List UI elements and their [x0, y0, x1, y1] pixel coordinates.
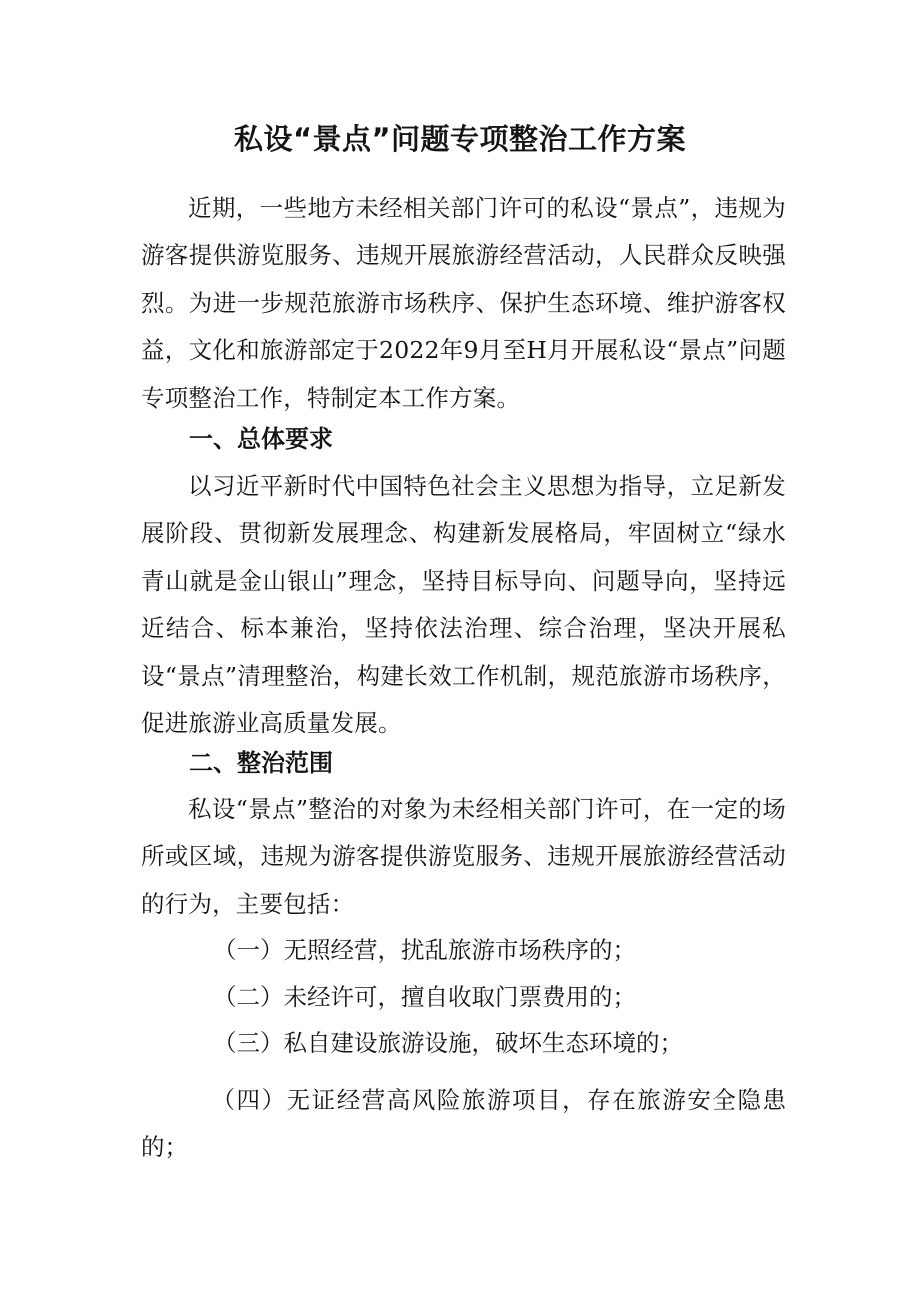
section-body-scope: 私设“景点”整治的对象为未经相关部门许可，在一定的场所或区域，违规为游客提供游览服务、违规开展旅游经营活动的行为，主要包括：: [141, 795, 786, 918]
intro-paragraph: 近期，一些地方未经相关部门许可的私设“景点”，违规为游客提供游览服务、违规开展旅游经营活动，人民群众反映强烈。为进一步规范旅游市场秩序、保护生态环境、维护游客权益，文化和旅游部定于2022年9月至H月开展私设“景点”问题专项整治工作，特制定本工作方案。: [141, 194, 786, 412]
section-heading-scope: 二、整治范围: [189, 749, 333, 777]
scope-item-1: （一）无照经营，扰乱旅游市场秩序的；: [213, 936, 636, 964]
scope-item-3: （三）私自建设旅游设施，破坏生态环境的；: [213, 1029, 683, 1057]
scope-item-4: （四）无证经营高风险旅游项目，存在旅游安全隐患的；: [141, 1086, 786, 1162]
section-heading-general: 一、总体要求: [189, 425, 333, 453]
scope-item-2: （二）未经许可，擅自收取门票费用的；: [213, 983, 636, 1011]
document-title: 私设“景点”问题专项整治工作方案: [233, 122, 687, 156]
section-body-general: 以习近平新时代中国特色社会主义思想为指导，立足新发展阶段、贯彻新发展理念、构建新发展格局，牢固树立“绿水青山就是金山银山”理念，坚持目标导向、问题导向，坚持远近结合、标本兼治，坚持依法治理、综合治理，坚决开展私设“景点”清理整治，构建长效工作机制，规范旅游市场秩序，促进旅游业高质量发展。: [141, 472, 786, 738]
